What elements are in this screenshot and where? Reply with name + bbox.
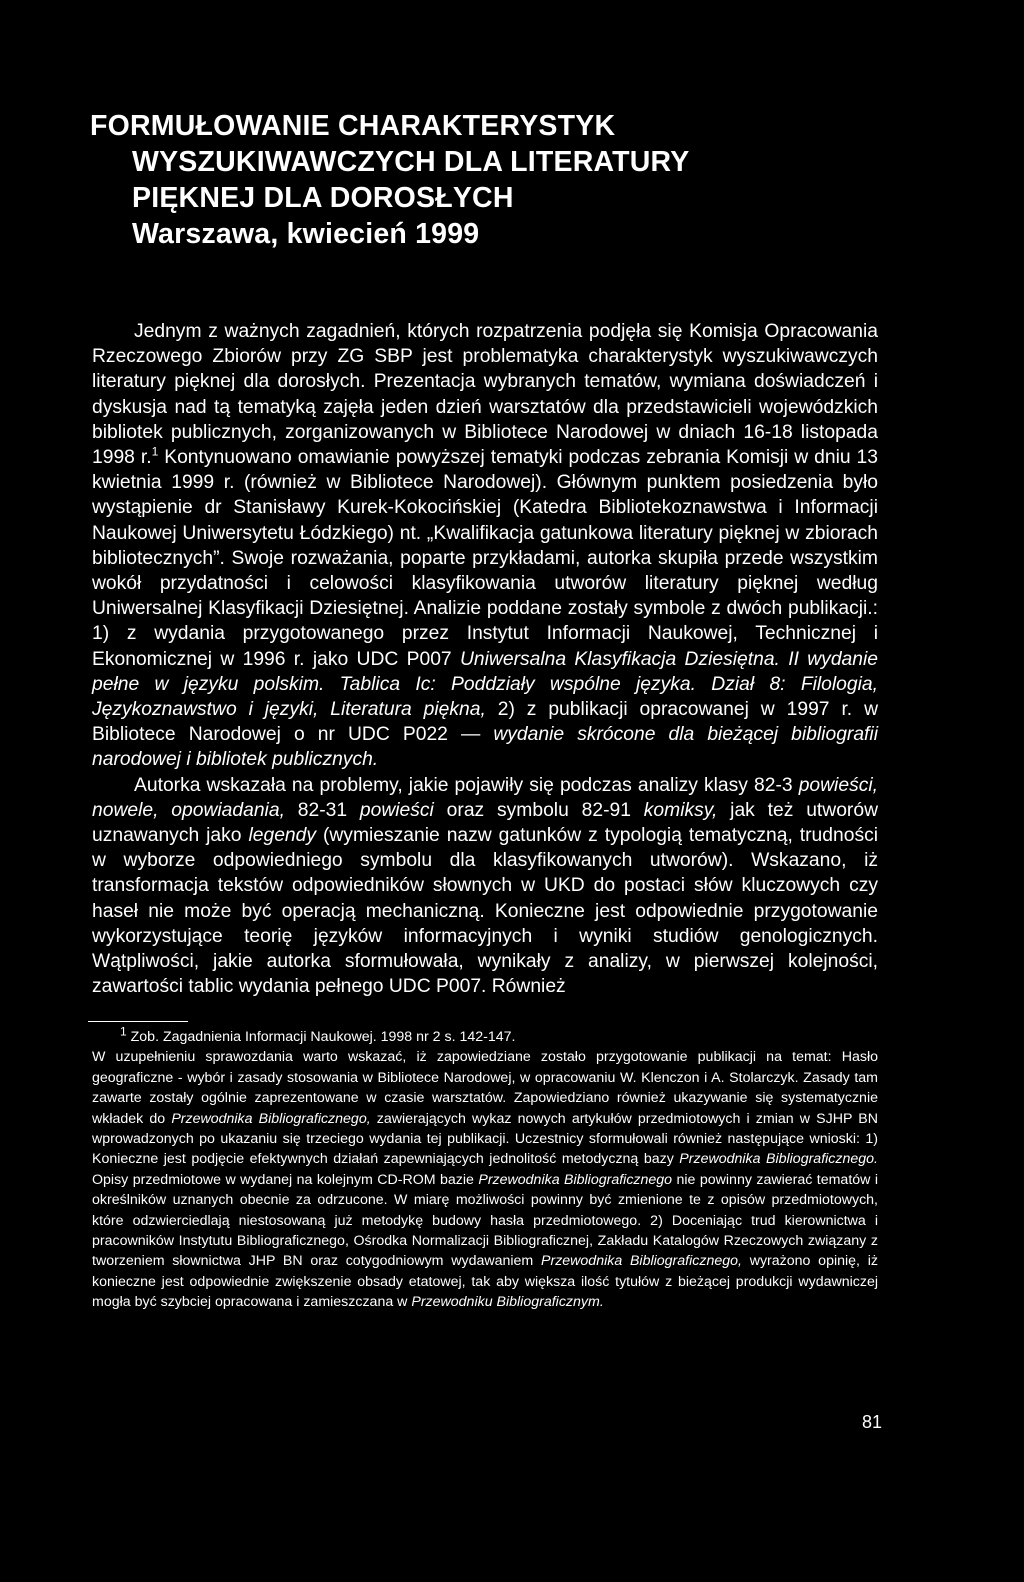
text-run: (wymieszanie nazw gatunków z typologią tematyczną, trudności w wyborze odpowiedniego symbolu dla klasyfikowanych utworów). Wskazano, iż transformacja tekstów odpowiedników słownych w UKD do postaci słów kluczowych czy haseł nie może być operacją mechaniczną. Konieczne jest odpowiednie przygotowanie wykorzystujące teorię języków informacyjnych i wyniki studiów genologicznych. Wątpliwości, jakie autorka sformułowała, wynikały z analizy, w pierwszej kolejności, zawartości tablic wydania pełnego UDC P007. Również	[92, 825, 879, 998]
footnote-continuation	[92, 1047, 878, 1312]
italic-run: Uniwersalna Klasyfikacja Dziesiętna. II wydanie pełne w języku polskim. Tablica Ic: Poddziały wspólne języka. Dział 8: Filologia, Językoznawstwo i języki, Literatura piękna,	[92, 648, 878, 721]
title-place-date: Warszawa, kwiecień 1999	[132, 218, 480, 250]
italic-run: Przewodnika Bibliograficznego,	[541, 1253, 742, 1270]
text-run: Jednym z ważnych zagadnień, których rozpatrzenia podjęła się Komisja Opracowania Rzeczowego Zbiorów przy ZG SBP jest problematyka charakterystyk wyszukiwawczych literatury pięknej dla dorosłych. Prezentacja wybranych tematów, wymiana doświadczeń i dyskusja nad tą tematyką zajęła jeden dzień warsztatów dla przedstawicieli wojewódzkich bibliotek publicznych, zorganizowanych w Bibliotece Narodowej w dniach 16-18 listopada 1998 r.	[92, 321, 878, 469]
text-run: 2) z publikacji opracowanej w 1997 r. w Bibliotece Narodowej o nr UDC P022 —	[92, 699, 878, 746]
text-run: Autorka wskazała na problemy, jakie pojawiły się podczas analizy klasy 82-3	[134, 774, 799, 796]
italic-run: Przewodnika Bibliograficznego,	[171, 1110, 371, 1127]
italic-run: wydanie skrócone dla bieżącej bibliografii narodowej i bibliotek publicznych.	[92, 724, 878, 771]
title-line-2: WYSZUKIWAWCZYCH DLA LITERATURY	[132, 146, 690, 178]
text-run: wyrażono opinię, iż konieczne jest odpowiednie zwiększenie obsady etatowej, tak aby większa ilość tytułów z bieżącej produkcji wydawniczej mogła być szybciej opracowana i zamieszczana w	[92, 1253, 878, 1311]
title-line-1: FORMUŁOWANIE CHARAKTERYSTYK	[90, 110, 616, 142]
text-run: jak też utworów uznawanych jako	[92, 799, 878, 847]
body-text	[92, 319, 878, 999]
italic-run: powieści	[359, 799, 434, 821]
footnotes	[92, 1024, 879, 1313]
text-run: Opisy przedmiotowe w wydanej na kolejnym CD-ROM bazie	[92, 1171, 479, 1188]
page-number: 81	[861, 1412, 882, 1432]
text-run: zawierających wykaz nowych artykułów przedmiotowych i zmian w SJHP BN wprowadzonych po ukazaniu się trzeciego wydania tej publikacji. Uczestnicy sformułowali również następujące wnioski: 1) Konieczne jest podjęcie efektywnych działań zapewniających jednolitość metodyczną bazy	[92, 1110, 879, 1168]
italic-run: legendy	[248, 825, 317, 847]
italic-run: Przewodnika Bibliograficznego.	[679, 1151, 878, 1168]
document-title	[90, 108, 890, 252]
footnote-separator	[88, 1021, 188, 1022]
italic-run: komiksy,	[643, 799, 718, 821]
italic-run: Przewodnika Bibliograficznego	[478, 1171, 673, 1188]
text-run: nie powinny zawierać tematów i określników uznanych obecnie za odrzucone. W miarę możliwości powinny być zmienione te z opisów przedmiotowych, które odzwierciedlają niestosowaną już metodykę budowy hasła przedmiotowego. 2) Doceniając trud kierownictwa i pracowników Instytutu Bibliograficznego, Ośrodka Normalizacji Bibliograficznej, Zakładu Katalogów Rzeczowych związany z tworzeniem słownictwa JHP BN oraz cotygodniowym wydawaniem	[92, 1171, 878, 1270]
footnote-reference: 1	[151, 444, 159, 459]
italic-run: Przewodniku Bibliograficznym.	[411, 1294, 604, 1311]
body-paragraph-2	[92, 773, 878, 1000]
text-run: W uzupełnieniu sprawozdania warto wskazać, iż zapowiedziane zostało przygotowanie publikacji na temat: Hasło geograficzne - wybór i zasady stosowania w Bibliotece Narodowej, w opracowaniu W. Klenczon i A. Stolarczyk. Zasady tam zawarte zostały ogólnie zaprezentowane w czasie warsztatów. Zapowiedziano również ukazywanie się systematycznie wkładek do	[92, 1049, 878, 1127]
footnote-1	[92, 1024, 878, 1047]
body-paragraph-1	[92, 319, 878, 773]
footnote-text: Zob. Zagadnienia Informacji Naukowej. 1998 nr 2 s. 142-147.	[126, 1029, 516, 1045]
text-run: 82-31	[284, 799, 360, 821]
text-run: oraz symbolu 82-91	[433, 799, 644, 821]
title-line-3: PIĘKNEJ DLA DOROSŁYCH	[132, 182, 514, 214]
italic-run: powieści, nowele, opowiadania,	[92, 774, 878, 821]
text-run: Kontynuowano omawianie powyższej tematyki podczas zebrania Komisji w dniu 13 kwietnia 1999 r. (również w Bibliotece Narodowej). Głównym punktem posiedzenia było wystąpienie dr Stanisławy Kurek-Kokocińskiej (Katedra Bibliotekoznawstwa i Informacji Naukowej Uniwersytetu Łódzkiego) nt. „Kwalifikacja gatunkowa literatury pięknej w zbiorach bibliotecznych”. Swoje rozważania, poparte przykładami, autorka skupiła przede wszystkim wokół przydatności i celowości klasyfikowania utworów literatury pięknej według Uniwersalnej Klasyfikacji Dziesiętnej. Analizie poddane zostały symbole z dwóch publikacji.: 1) z wydania przygotowanego przez Instytut Informacji Naukowej, Technicznej i Ekonomicznej w 1996 r. jako UDC P007	[92, 447, 878, 670]
footnote-number: 1	[120, 1024, 127, 1039]
